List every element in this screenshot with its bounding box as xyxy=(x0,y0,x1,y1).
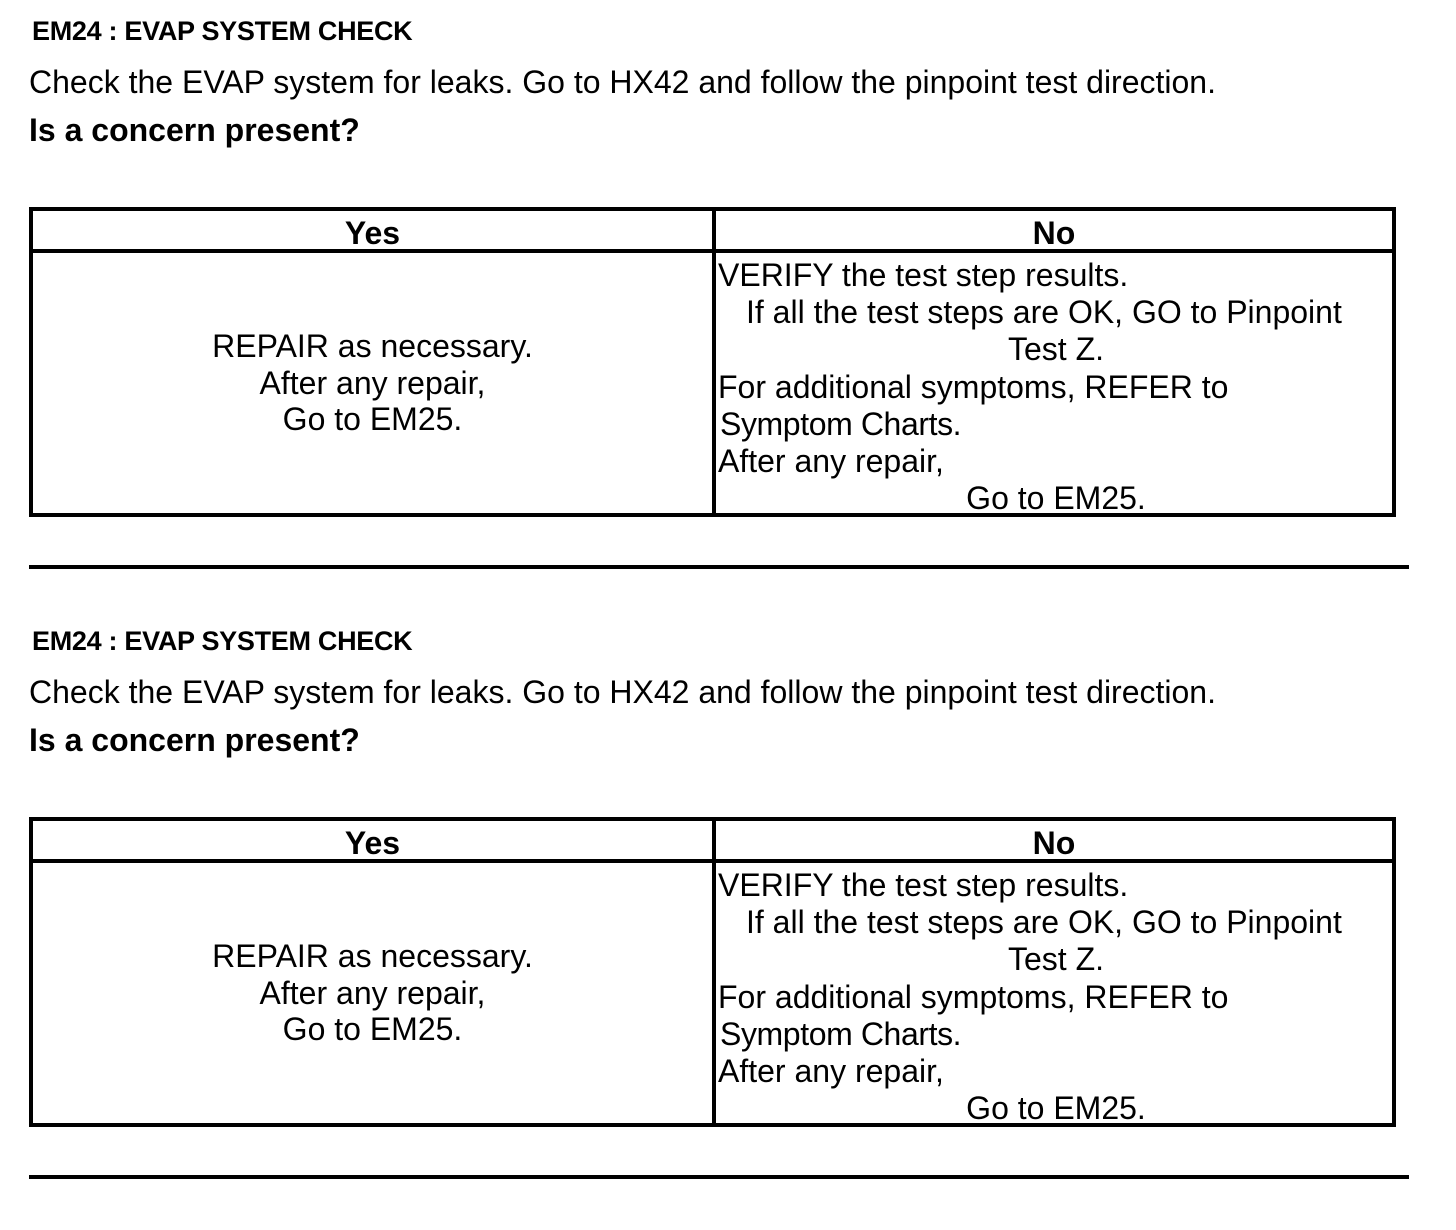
no-line: If all the test steps are OK, GO to Pinpoint xyxy=(746,294,1342,331)
diagnostic-step-2 xyxy=(0,610,1456,1220)
yes-line: REPAIR as necessary. xyxy=(212,938,533,975)
yes-line: After any repair, xyxy=(259,364,486,401)
no-header: No xyxy=(1032,825,1076,861)
section-separator xyxy=(29,1175,1409,1179)
no-cell xyxy=(718,867,1388,1127)
yes-cell xyxy=(33,253,712,513)
no-header: No xyxy=(1032,215,1076,251)
yes-header: Yes xyxy=(344,825,401,861)
column-divider xyxy=(712,821,716,1123)
yes-line: REPAIR as necessary. xyxy=(212,328,533,365)
diagnostic-step-1 xyxy=(0,0,1456,610)
no-line: After any repair, xyxy=(718,443,944,480)
no-line: If all the test steps are OK, GO to Pinpoint xyxy=(746,904,1342,941)
yes-header: Yes xyxy=(344,215,401,251)
no-line: Test Z. xyxy=(1007,941,1104,978)
no-line: Symptom Charts. xyxy=(720,1015,962,1052)
answer-table xyxy=(29,817,1396,1127)
no-line: VERIFY the test step results. xyxy=(718,867,1129,903)
no-cell xyxy=(718,257,1388,517)
step-instruction: Check the EVAP system for leaks. Go to HX42 and follow the pinpoint test direction. xyxy=(29,64,1216,100)
no-line: VERIFY the test step results. xyxy=(718,257,1129,293)
step-instruction: Check the EVAP system for leaks. Go to HX42 and follow the pinpoint test direction. xyxy=(29,674,1216,710)
yes-line: Go to EM25. xyxy=(282,401,463,438)
step-title: EM24 : EVAP SYSTEM CHECK xyxy=(32,626,413,656)
no-line: For additional symptoms, REFER to xyxy=(718,368,1229,405)
no-line: Test Z. xyxy=(1007,331,1104,368)
no-line: Symptom Charts. xyxy=(720,405,962,442)
yes-cell xyxy=(33,863,712,1123)
answer-table xyxy=(29,207,1396,517)
step-title: EM24 : EVAP SYSTEM CHECK xyxy=(32,16,413,46)
no-line: After any repair, xyxy=(718,1053,944,1090)
yes-line: After any repair, xyxy=(259,974,486,1011)
yes-line: Go to EM25. xyxy=(282,1011,463,1048)
no-line: Go to EM25. xyxy=(966,1090,1146,1127)
step-question: Is a concern present? xyxy=(29,722,360,758)
no-line: Go to EM25. xyxy=(966,480,1146,517)
column-divider xyxy=(712,211,716,513)
section-separator xyxy=(29,565,1409,569)
step-question: Is a concern present? xyxy=(29,112,360,148)
no-line: For additional symptoms, REFER to xyxy=(718,978,1229,1015)
